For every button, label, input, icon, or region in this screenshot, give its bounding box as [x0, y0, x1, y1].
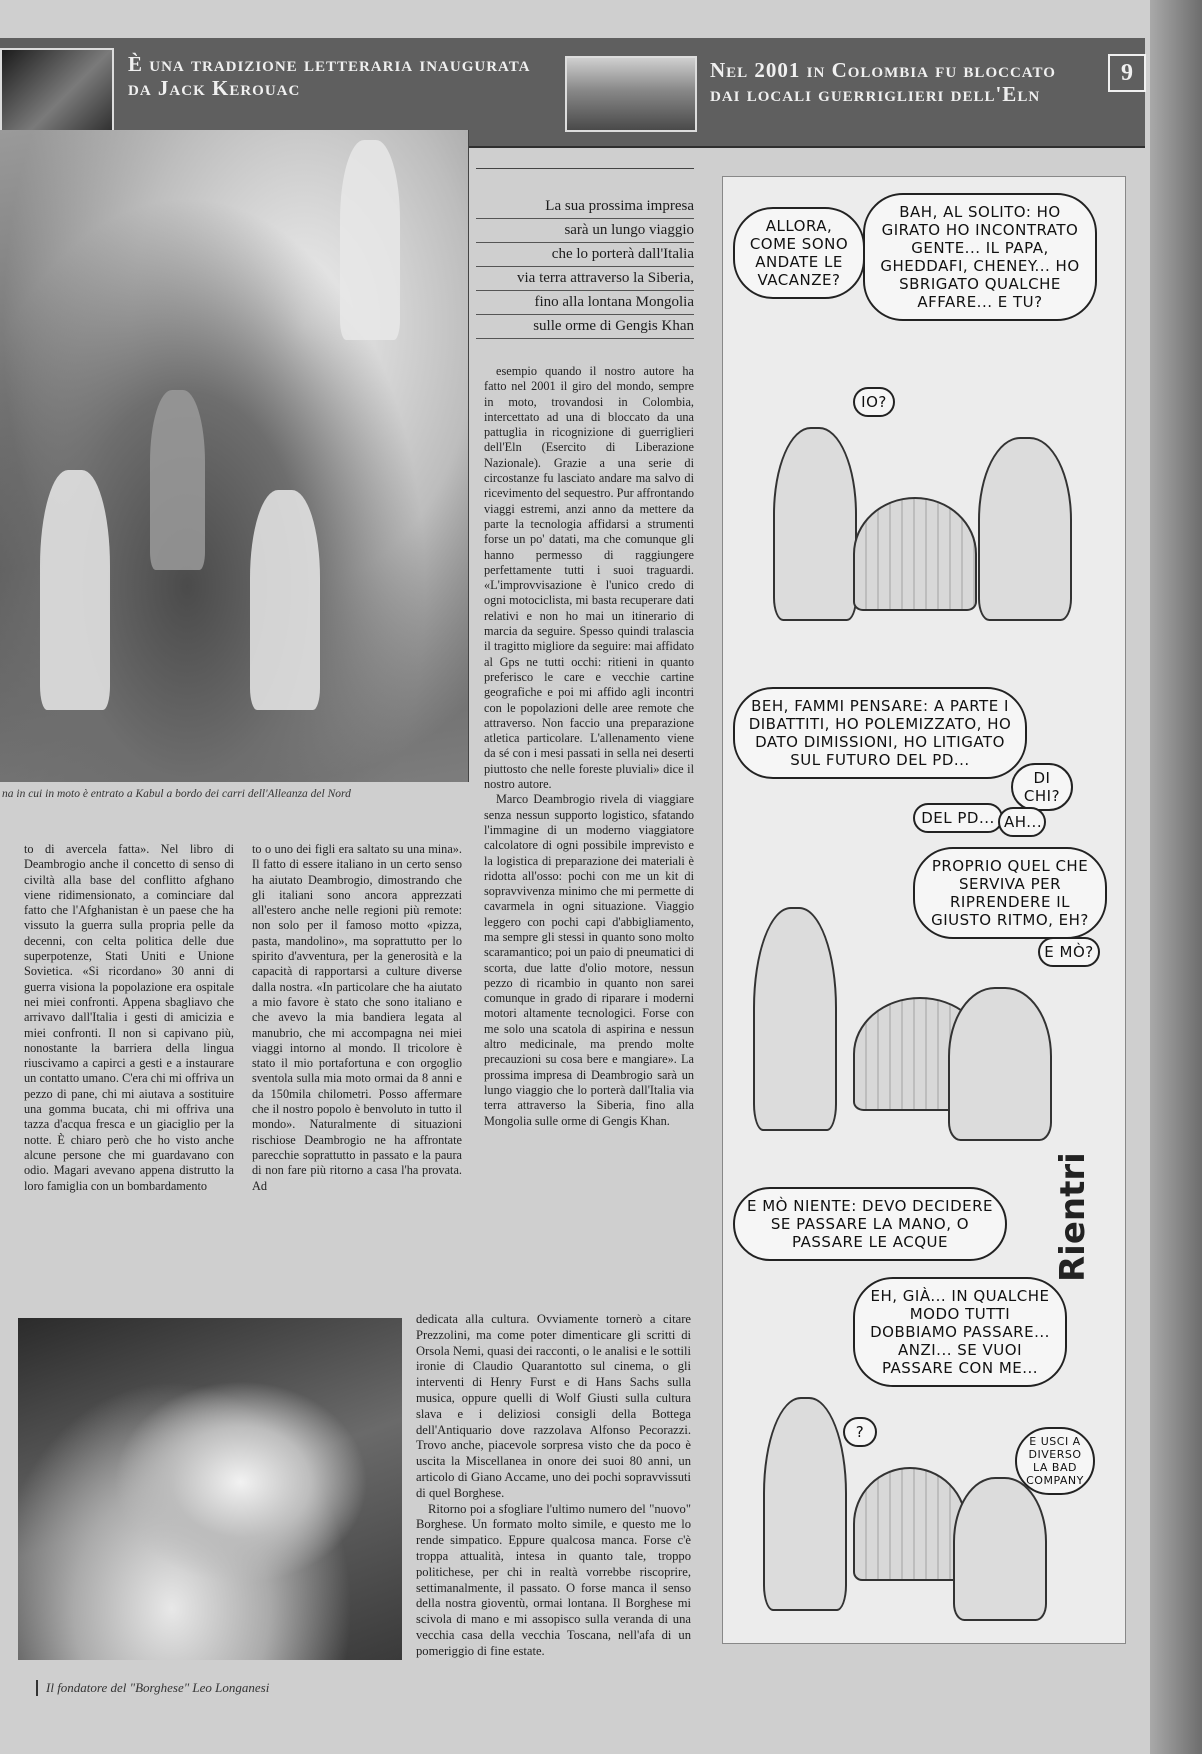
photo-caption: na in cui in moto è entrato a Kabul a bordo dei carri dell'Alleanza del Nord	[2, 788, 351, 800]
cartoon-table	[853, 497, 977, 611]
speech-bubble: BEH, FAMMI PENSARE: A PARTE I DIBATTITI, HO POLEMIZZATO, HO DATO DIMISSIONI, HO LITIGATO SUL FUTURO DEL PD...	[733, 687, 1027, 779]
photo-figure	[150, 390, 205, 570]
pull-quote-line: La sua prossima impresa	[476, 195, 694, 219]
pull-quote	[476, 168, 694, 339]
article-column-right	[484, 364, 694, 1129]
speech-bubble: AH...	[998, 807, 1046, 837]
article-paragraph: to di avercela fatta». Nel libro di Deambrogio anche il concetto di senso di civiltà alla base del conflitto afghano viene ridimensionato, a cominciare dal fatto che l'Afghanistan è un paese che ha vissuto la guerra sulla propria pelle da decenni, con celta politica delle due superpotenze, Stati Uniti e Unione Sovietica. «Si ricordano» 30 anni di guerra visiona la popolazione era ospitale nei miei confronti. Appena sbagliavo che arrivavo dall'Italia i gesti di amicizia e miei confronti. Il non si capivano più, nonostante la barriera della lingua riuscivamo a capirci a gesti e a instaurare un contatto umano. C'era chi mi offriva un pezzo di pane, chi mi aiutava a sostituire una gomma bucata, chi mi offriva una tazza d'acqua fresca e un giaciglio per la notte. È chiaro però che ho visto anche alcune persone che mi guardavano con odio. Magari avevano appena distrutto la loro famiglia con un bombardamento	[24, 842, 234, 1193]
article-paragraph: Marco Deambrogio rivela di viaggiare senza nessun supporto logistico, sfatando l'immagine di un moderno viaggiatore calcolatore di ogni possibile imprevisto e la logistica di preparazione dei materiali è ridotta all'osso: pochi con me un kit di sopravvivenza minimo che mi permette di cavarmela in ogni situazione. Viaggio leggero con pochi capi d'abbigliamento, ma sempre gli stessi in quanto sono molto scaramantico; poi un paio di pneumatici di scorta, due latte d'olio motore, nessun pezzo di ricambio in quanto non sarei comunque in grado di riparare i moderni motori altamente tecnologici. Forse con me solo una scatola di aspirina e nessun altro medicinale, ma prendo molte precauzioni su cosa bere e mangiare». La prossima impresa di Deambrogio sarà un lungo viaggio che lo porterà dall'Italia via terra attraverso la Siberia, fino alla Mongolia sulle orme di Gengis Khan.	[484, 792, 694, 1128]
header-right-title: Nel 2001 in Colombia fu bloccato dai locali guerriglieri dell'Eln	[710, 58, 1056, 106]
speech-bubble: IO?	[853, 387, 895, 417]
review-paragraph: Ritorno poi a sfogliare l'ultimo numero del "nuovo" Borghese. Un formato molto simile, e questo me lo rende simpatico. Eppure qualcosa manca. Forse c'è troppa attualità, intesa in quanto tale, troppo politichese, per chi in realtà vorrebbe riscoprire, settimanalmente, il passato. O forse manca il senso della nostra gioventù, ormai lontana. Il Borghese mi scivola di mano e mi assopisco sulla veranda di una vecchia casa della vecchia Toscana, nell'afa di un pomeriggio di fine estate.	[416, 1501, 691, 1658]
header-right-thumbnail	[565, 56, 697, 132]
speech-bubble: DEL PD...	[913, 803, 1003, 833]
article-paragraph: to o uno dei figli era saltato su una mina». Il fatto di essere italiano in un certo senso ha aiutato Deambrogio, dimostrando che gli italiani sono ancora apprezzati all'estero anche nelle regioni più remote: non solo per il famoso motto «pizza, pasta, mandolino», ma soprattutto per lo spirito d'avventura, per la generosità e la capacità di rapportarsi a culture diverse dalla nostra. «In particolare che ha aiutato a mio favore è stato che sono italiano e che avevo la mia bandiera legata al manubrio, che mi accompagna nei miei viaggi intorno al mondo. Il tricolore è stato il mio portafortuna e con orgoglio sventola sulla mia moto ormai da 8 anni e da 150mila chilometri. Posso affermare che il nostro popolo è benvoluto in tutto il mondo». Naturalmente di situazioni rischiose Deambrogio ne ha affrontate parecchie soprattutto in passato e la paura di non fare più ritorno a casa l'ha provata. Ad	[252, 842, 462, 1193]
photo-figure	[250, 490, 320, 710]
article-column-left	[24, 842, 234, 1194]
cartoon-character	[773, 427, 857, 621]
pull-quote-line: sarà un lungo viaggio	[476, 219, 694, 243]
pull-quote-line: fino alla lontana Mongolia	[476, 291, 694, 315]
portrait-caption: Il fondatore del "Borghese" Leo Longanesi	[36, 1680, 269, 1696]
header-left-thumbnail	[0, 48, 114, 140]
cartoon-character	[753, 907, 837, 1131]
article-column-middle	[252, 842, 462, 1194]
pull-quote-line: che lo porterà dall'Italia	[476, 243, 694, 267]
pull-quote-line: sulle orme di Gengis Khan	[476, 315, 694, 339]
speech-bubble: PROPRIO QUEL CHE SERVIVA PER RIPRENDERE IL GIUSTO RITMO, EH?	[913, 847, 1107, 939]
main-photo	[0, 130, 469, 782]
cartoon-table	[853, 1467, 967, 1581]
cartoon-character	[948, 987, 1052, 1141]
cartoon-panel-1	[733, 187, 1113, 657]
header-left-title: È una tradizione letteraria inaugurata da Jack Kerouac	[128, 52, 531, 100]
page-spine-shadow	[1150, 0, 1202, 1754]
photo-figure	[340, 140, 400, 340]
cartoon-character	[953, 1477, 1047, 1621]
pull-quote-line: via terra attraverso la Siberia,	[476, 267, 694, 291]
speech-bubble: E MÒ?	[1038, 937, 1100, 967]
photo-figure	[40, 470, 110, 710]
speech-bubble: E MÒ NIENTE: DEVO DECIDERE SE PASSARE LA MANO, O PASSARE LE ACQUE	[733, 1187, 1007, 1261]
cartoon-character	[763, 1397, 847, 1611]
speech-bubble: DI CHI?	[1011, 763, 1073, 811]
article-paragraph: esempio quando il nostro autore ha fatto nel 2001 il giro del mondo, sempre in moto, trovandosi in Colombia, intercettato ad una di bloccato da una pattuglia in ricognizione di guerriglieri dell'Eln (Esercito di Liberazione Nazionale). Grazie a una serie di circostanze fu lasciato andare ma salvo di ricevimento del sequestro. Pur affrontando viaggi estremi, anzi anno da mettere da parte la tecnologia affidarsi a strumenti forse un po' datati, ma che comunque gli hanno permesso di raggiungere perfettamente tutti i suoi traguardi. «L'improvvisazione è l'unico credo di ogni motociclista, mi basta recuperare dati relativi e non ho mai un itinerario di marcia da seguire. Spesso quindi tralascia il tragitto migliore da seguire: mai affidato al Gps ne tutti occhi: ritieni in quanto preferisco le care e vecchie cartine geografiche e poi mi affido agli incontri con le popolazioni delle aree remote che attraverso. Non faccio una preparazione atletica particolare. L'allenamento viene da sé con i mesi passati in sella nei deserti piuttosto che nelle foreste pluviali» dice il nostro autore.	[484, 364, 694, 792]
cartoon-panel-2	[733, 667, 1113, 1157]
speech-bubble: BAH, AL SOLITO: HO GIRATO HO INCONTRATO GENTE... IL PAPA, GHEDDAFI, CHENEY... HO SBRIGATO QUALCHE AFFARE... E TU?	[863, 193, 1097, 321]
speech-bubble: ALLORA, COME SONO ANDATE LE VACANZE?	[733, 207, 865, 299]
cartoon-character	[978, 437, 1072, 621]
speech-bubble: E USCI A DIVERSO LA BAD COMPANY	[1015, 1427, 1095, 1495]
review-column	[416, 1312, 691, 1660]
speech-bubble: EH, GIÀ... IN QUALCHE MODO TUTTI DOBBIAMO PASSARE... ANZI... SE VUOI PASSARE CON ME...	[853, 1277, 1067, 1387]
portrait-photo	[18, 1318, 402, 1660]
review-paragraph: dedicata alla cultura. Ovviamente tornerò a citare Prezzolini, ma come poter dimenticare gli scritti di Orsola Nemi, quasi dei racconti, o le analisi e le sottili ironie di Claudio Quarantotto sul cinema, o gli interventi di Henry Furst e di Hans Sachs sulla musica, oppure quelli di Wolf Giusti sulla cultura slava e i deliziosi consigli della Bottega dell'Antiquario dove razzolava Alfonso Pecorazzi. Trovo anche, piacevole sorpresa visto che da poco è uscita la Miscellanea in onore dei suoi 80 anni, un articolo di Giano Accame, uno dei pochi sopravvissuti di quel Borghese.	[416, 1312, 691, 1500]
political-cartoon	[722, 176, 1126, 1644]
cartoonist-signature: Rientri	[1053, 1152, 1093, 1282]
page-number: 9	[1108, 54, 1146, 92]
speech-bubble: ?	[843, 1417, 877, 1447]
